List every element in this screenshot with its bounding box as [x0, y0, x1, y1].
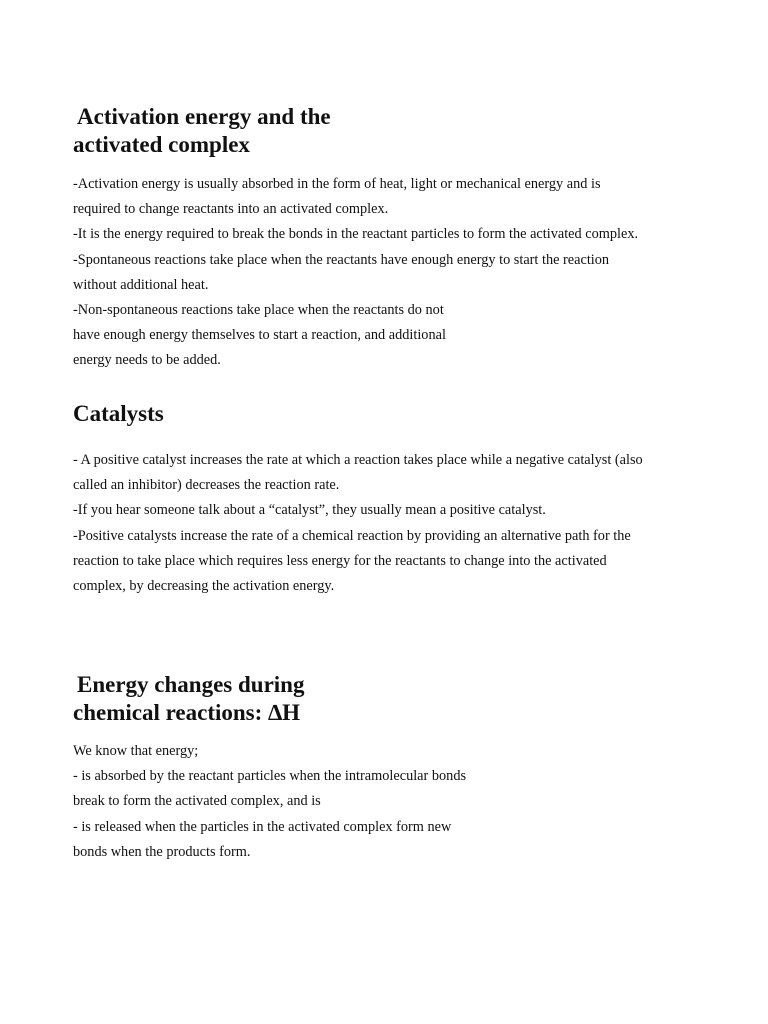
- text-line: reaction to take place which requires less energy for the reactants to change into the activated: [73, 552, 607, 569]
- text-line: -Spontaneous reactions take place when the reactants have enough energy to start the reaction: [73, 251, 610, 268]
- text-line: We know that energy;: [73, 743, 199, 759]
- text-line: have enough energy themselves to start a reaction, and additional: [73, 327, 446, 344]
- text-line: required to change reactants into an activated complex.: [73, 201, 389, 218]
- text-line: - is released when the particles in the activated complex form new: [73, 818, 452, 835]
- section-heading: [73, 400, 164, 428]
- heading-line: activated complex: [73, 132, 250, 157]
- text-line: bonds when the products form.: [73, 843, 251, 860]
- text-line: - is absorbed by the reactant particles when the intramolecular bonds: [73, 768, 467, 785]
- heading-line: Catalysts: [73, 401, 164, 426]
- section-body: [73, 172, 638, 374]
- text-line: -If you hear someone talk about a “catalyst”, they usually mean a positive catalyst.: [73, 502, 546, 519]
- text-line: energy needs to be added.: [73, 352, 221, 369]
- text-line: complex, by decreasing the activation energy.: [73, 578, 335, 595]
- section-body: [73, 448, 643, 599]
- text-line: -Non-spontaneous reactions take place when the reactants do not: [73, 302, 444, 319]
- heading-line: Energy changes during: [77, 672, 305, 697]
- section-catalysts: [73, 400, 643, 595]
- heading-line: chemical reactions: ∆H: [73, 700, 300, 725]
- section-activation-energy: [73, 103, 639, 369]
- section-energy-changes: [73, 671, 467, 860]
- heading-line: Activation energy and the: [77, 104, 331, 129]
- section-heading: [73, 671, 304, 727]
- text-line: without additional heat.: [73, 276, 209, 293]
- text-line: -It is the energy required to break the bonds in the reactant particles to form the activated complex.: [73, 226, 639, 243]
- text-line: - A positive catalyst increases the rate at which a reaction takes place while a negative catalyst (also: [73, 452, 643, 468]
- section-body: [73, 739, 466, 865]
- text-line: -Activation energy is usually absorbed in the form of heat, light or mechanical energy and is: [73, 176, 601, 192]
- text-line: -Positive catalysts increase the rate of a chemical reaction by providing an alternative path for the: [73, 527, 631, 544]
- section-heading: [73, 103, 331, 159]
- text-line: break to form the activated complex, and is: [73, 793, 321, 810]
- text-line: called an inhibitor) decreases the reaction rate.: [73, 477, 340, 494]
